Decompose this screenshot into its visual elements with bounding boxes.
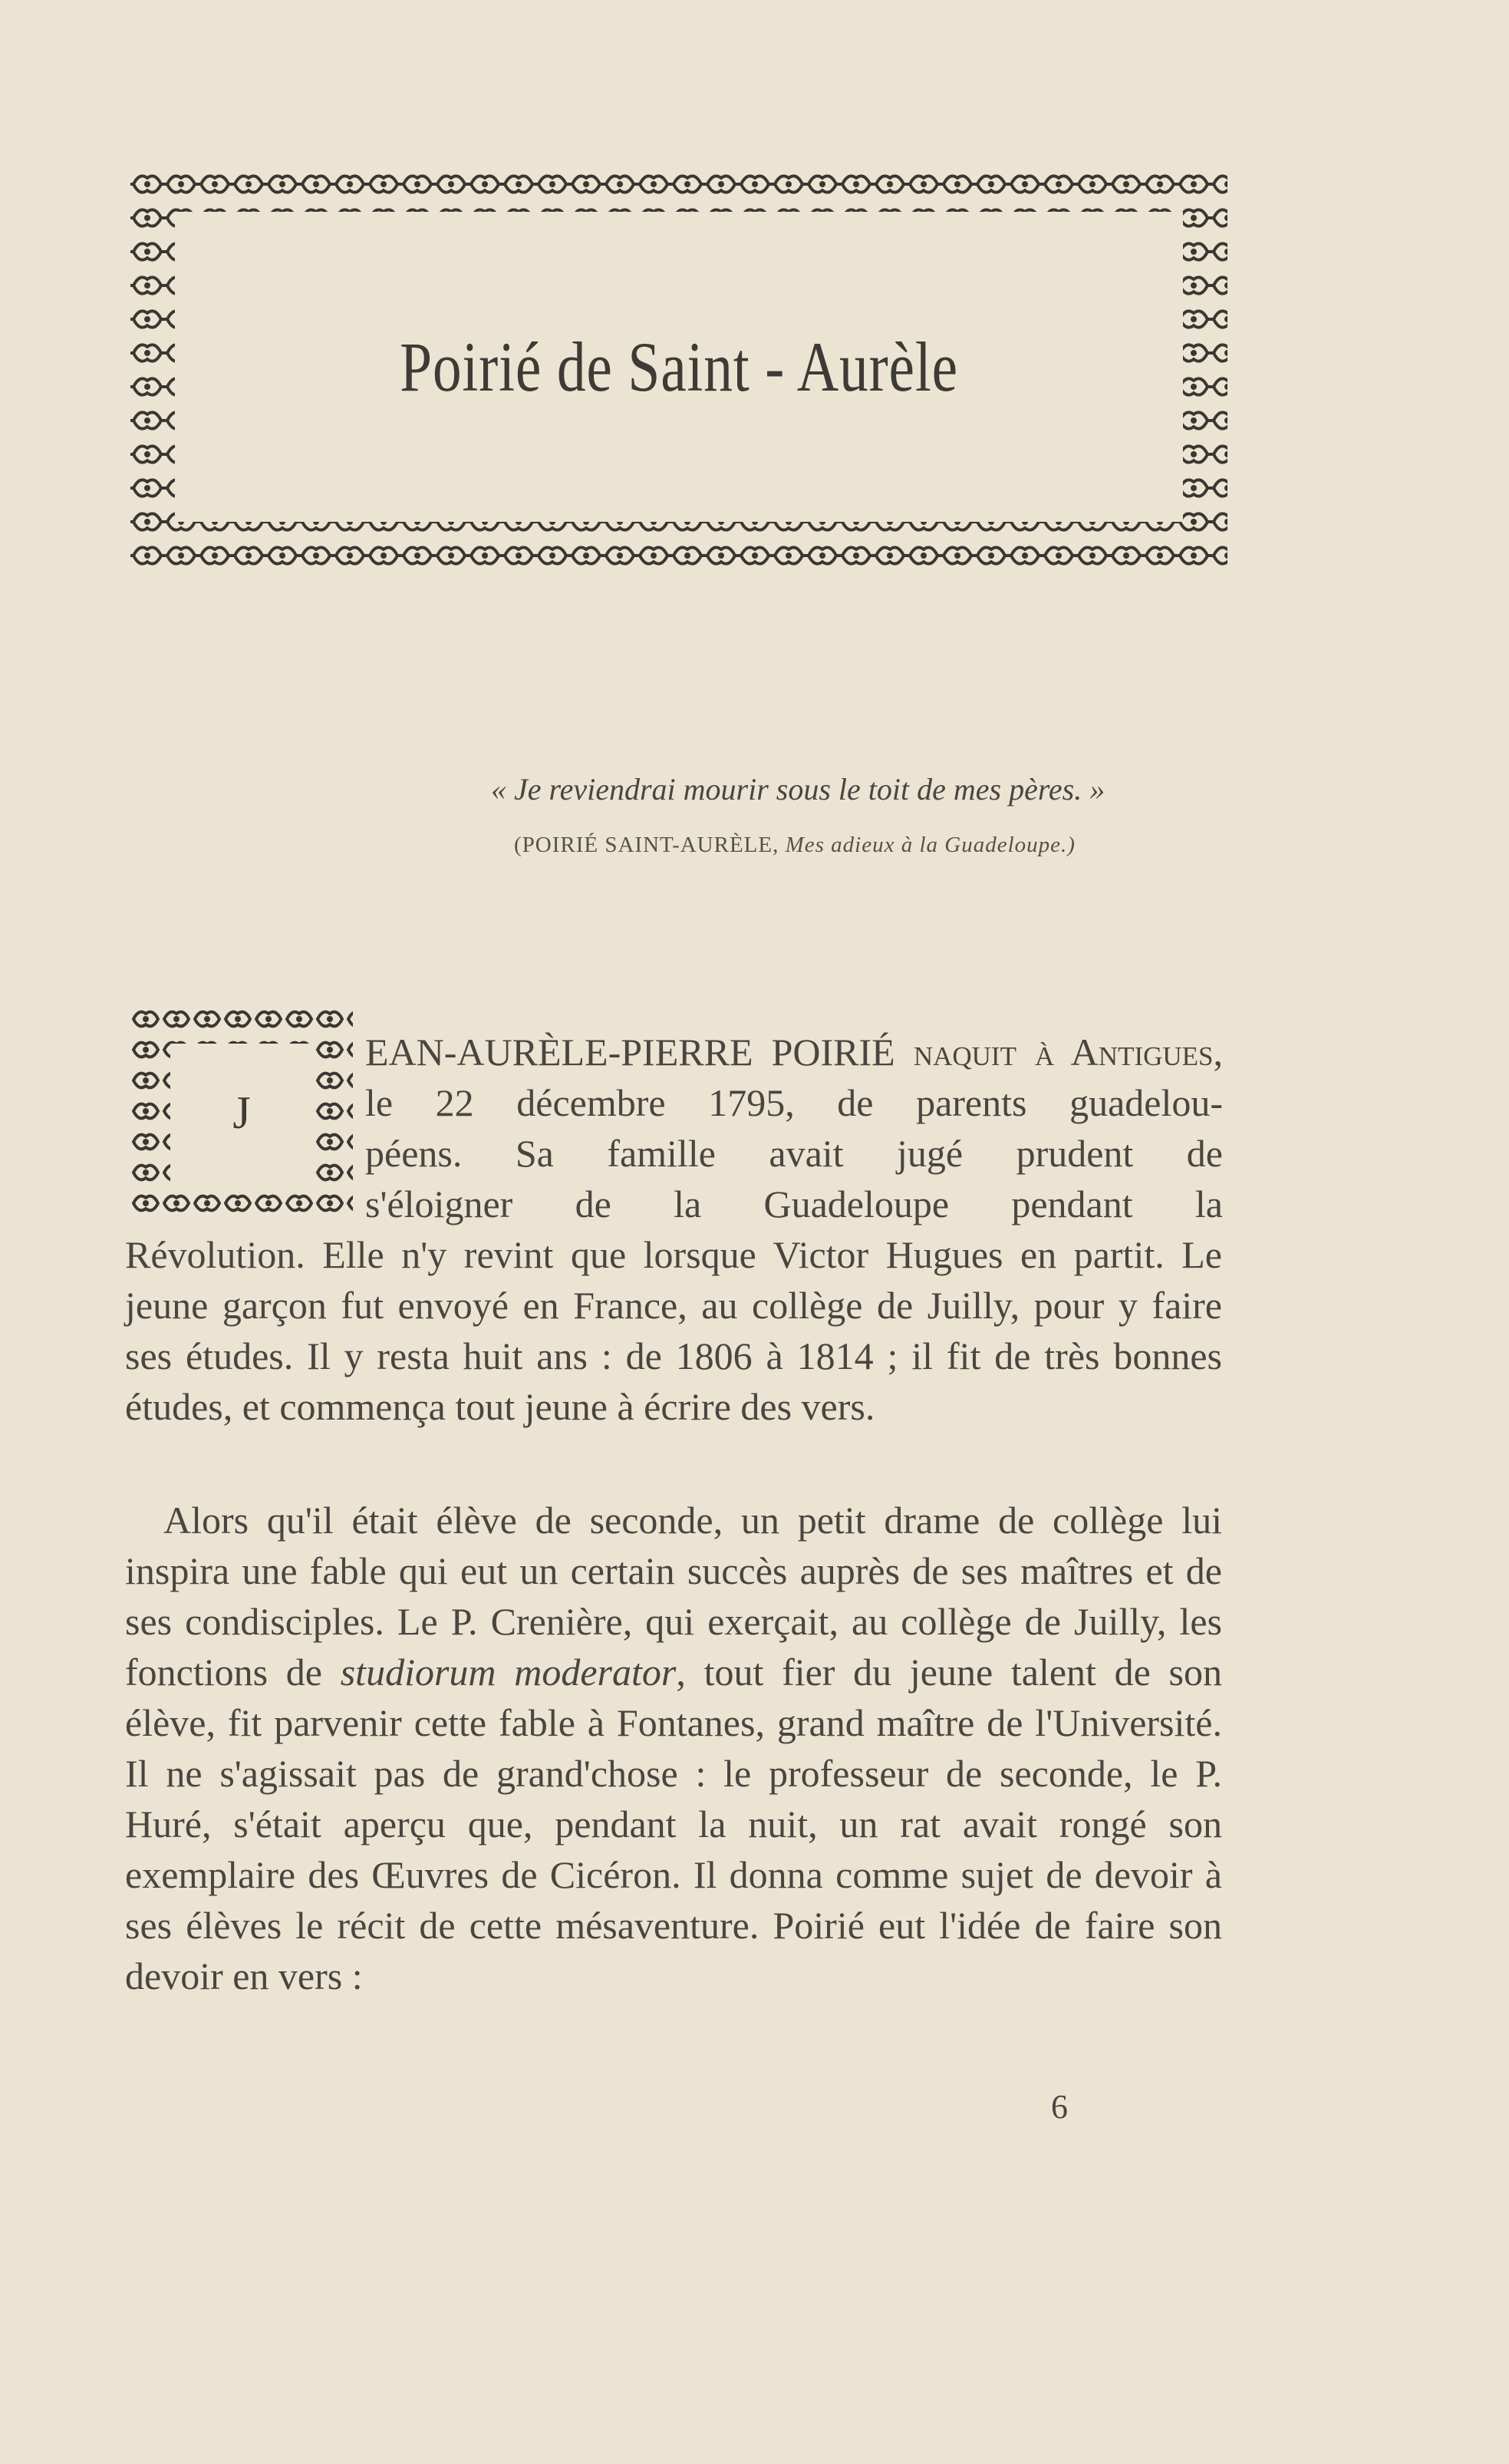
lead-line: EAN-AURÈLE-PIERRE POIRIÉ naquit à Antigues, bbox=[365, 1031, 1223, 1074]
citation-work: Mes adieux à la Guadeloupe.) bbox=[785, 833, 1076, 857]
epigraph-citation bbox=[514, 833, 1227, 858]
paragraph-2-text-before: Alors qu'il était élève de seconde, un petit drame de collège lui inspira une fable qui eut un certain succès auprès de ses maîtres et de ses condisciples. Le P. Crenière, qui exerçait, au collège de Juilly, les fonctions de bbox=[125, 1499, 1222, 1694]
page-title: Poirié de Saint - Aurèle bbox=[400, 328, 958, 406]
epigraph-quote: « Je reviendrai mourir sous le toit de mes pères. » bbox=[491, 772, 1105, 806]
lead-line: péens. Sa famille avait jugé prudent de bbox=[365, 1132, 1223, 1175]
drop-cap bbox=[130, 1004, 353, 1222]
paragraph-2-text-after: , tout fier du jeune talent de son élève, fit parvenir cette fable à Fontanes, grand maître de l'Université. Il ne s'agissait pas de grand'chose : le professeur de seconde, le P. Huré, s'était aperçu que, pendant la nuit, un rat avait rongé son exemplaire des Œuvres de Cicéron. Il donna comme sujet de devoir à ses élèves le récit de cette mésaventure. Poirié eut l'idée de faire son devoir en vers : bbox=[125, 1651, 1223, 1997]
latin-phrase: studiorum moderator bbox=[340, 1651, 677, 1694]
paragraph-1-lead bbox=[365, 1027, 1223, 1229]
citation-author: (POIRIÉ SAINT-AURÈLE, bbox=[514, 833, 779, 857]
paragraph-1-body: Révolution. Elle n'y revint que lorsque Victor Hugues en partit. Le jeune garçon fut envoyé en France, au collège de Juilly, pour y faire ses études. Il y resta huit ans : de 1806 à 1814 ; il fit de très bonnes études, et commença tout jeune à écrire des vers. bbox=[125, 1233, 1222, 1428]
page-number: 6 bbox=[1051, 2088, 1068, 2126]
lead-line: s'éloigner de la Guadeloupe pendant la bbox=[365, 1183, 1223, 1225]
title-frame bbox=[130, 167, 1227, 566]
paragraph-2 bbox=[125, 1495, 1222, 2001]
drop-cap-letter: J bbox=[232, 1087, 251, 1138]
lead-line: le 22 décembre 1795, de parents guadelou- bbox=[365, 1081, 1223, 1124]
